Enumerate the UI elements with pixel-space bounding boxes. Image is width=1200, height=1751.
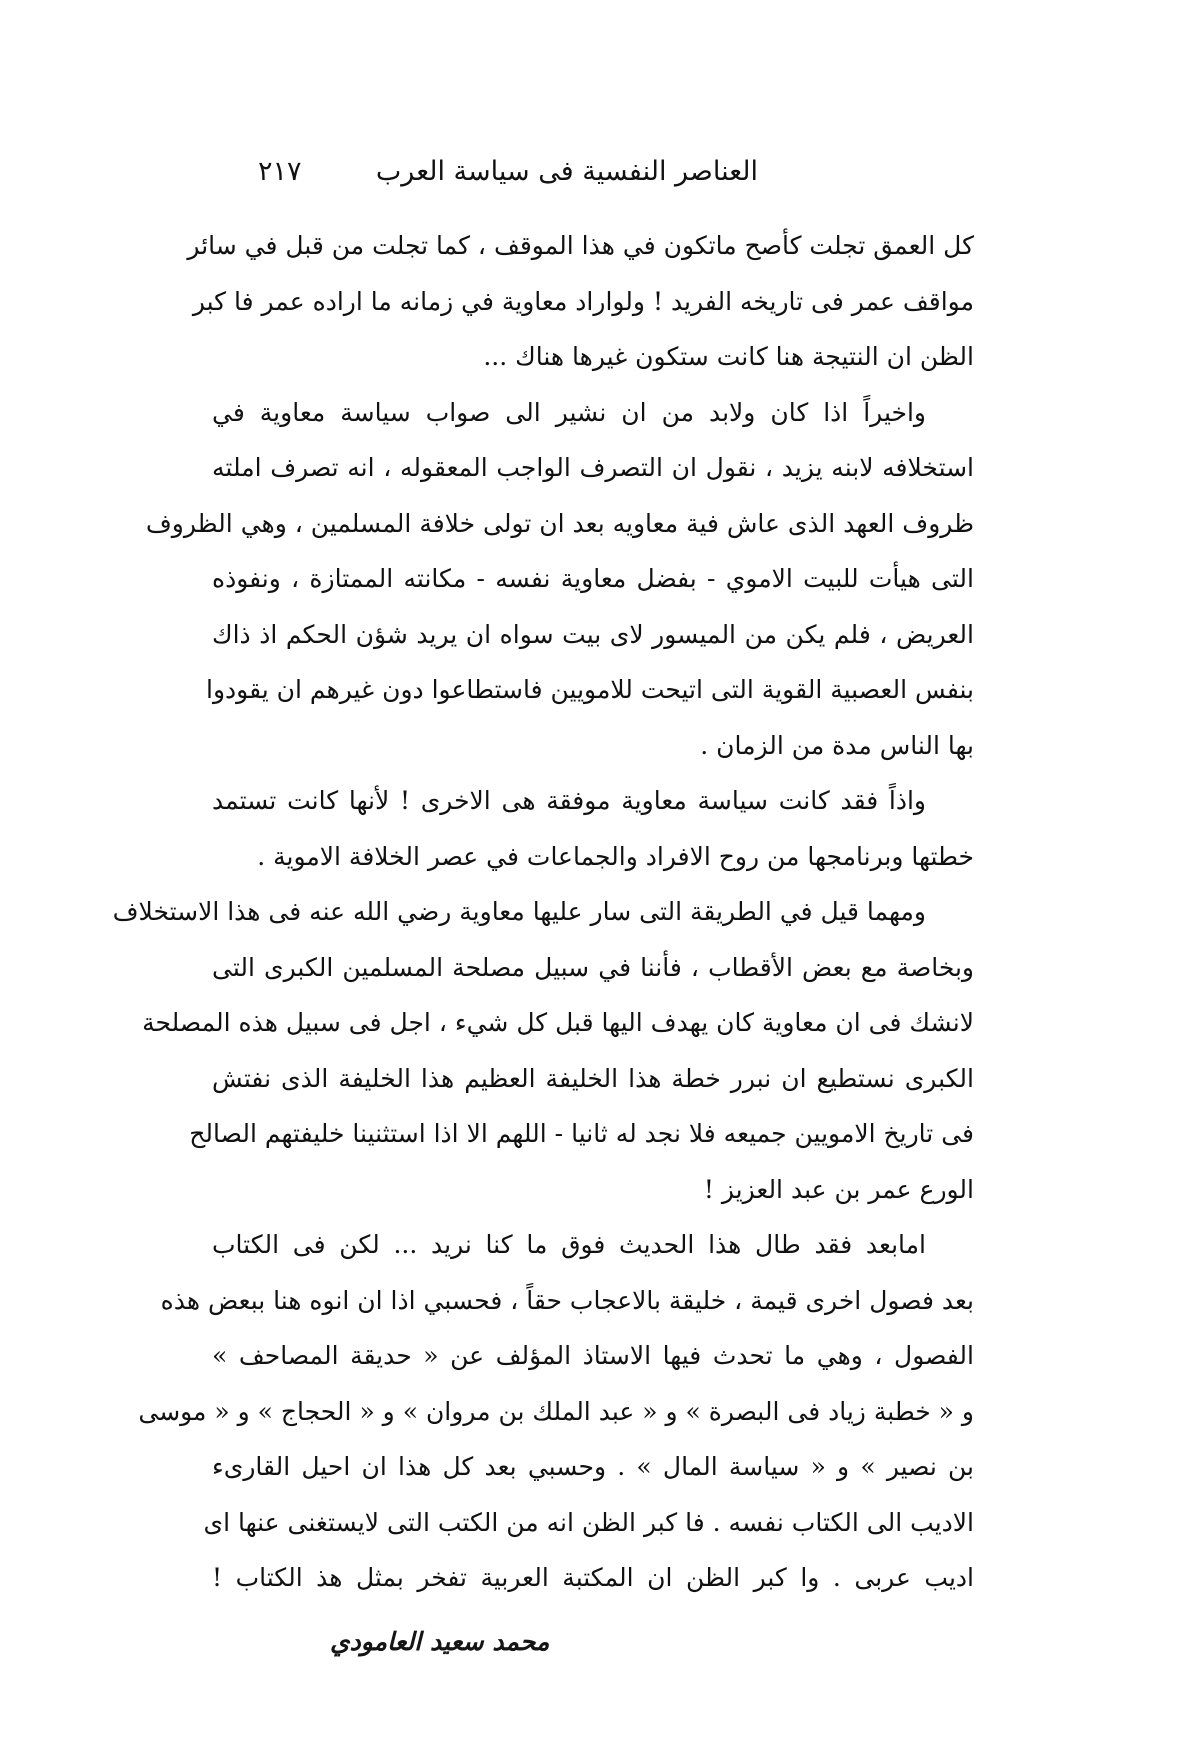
page-header: [258, 150, 758, 194]
text-line: اديب عربى . وا كبر الظن ان المكتبة العربية تفخر بمثل هذ الكتاب !: [212, 1563, 974, 1592]
text-line: الكبرى نستطيع ان نبرر خطة هذا الخليفة العظيم هذا الخليفة الذى نفتش: [212, 1063, 974, 1093]
text-line: التى هيأت للبيت الاموي - بفضل معاوية نفسه - مكانته الممتازة ، ونفوذه: [212, 564, 974, 593]
text-line: بنفس العصبية القوية التى اتيحت للامويين فاستطاعوا دون غيرهم ان يقودوا: [206, 675, 974, 704]
page-number: ٢١٧: [258, 156, 302, 187]
text-line: مواقف عمر فى تاريخه الفريد ! ولواراد معاوية في زمانه ما اراده عمر فا كبر: [192, 286, 974, 316]
text-line: الفصول ، وهي ما تحدث فيها الاستاذ المؤلف عن « حديقة المصاحف »: [212, 1341, 974, 1370]
text-line: ظروف العهد الذى عاش فية معاويه بعد ان تولى خلافة المسلمين ، وهي الظروف: [145, 508, 974, 538]
author-signature: محمد سعيد العامودي: [330, 1627, 550, 1656]
text-line: و « خطبة زياد فى البصرة » و « عبد الملك بن مروان » و « الحجاج » و « موسى: [138, 1396, 974, 1426]
text-line: الاديب الى الكتاب نفسه . فا كبر الظن انه من الكتب التى لايستغنى عنها اى: [203, 1507, 974, 1537]
text-line: خطتها وبرنامجها من روح الافراد والجماعات في عصر الخلافة الاموية .: [257, 841, 974, 871]
text-line: استخلافه لابنه يزيد ، نقول ان التصرف الواجب المعقوله ، انه تصرف املته: [212, 453, 974, 482]
text-line: فى تاريخ الامويين جميعه فلا نجد له ثانيا - اللهم الا اذا استثنينا خليفتهم الصالح: [189, 1119, 974, 1148]
text-line: بعد فصول اخرى قيمة ، خليقة بالاعجاب حقاً ، فحسبي اذا ان انوه هنا ببعض هذه: [160, 1285, 974, 1315]
text-line: واخيراً اذا كان ولابد من ان نشير الى صواب سياسة معاوية في: [212, 397, 926, 427]
text-line: العريض ، فلم يكن من الميسور لاى بيت سواه ان يريد شؤن الحكم اذ ذاك: [212, 619, 974, 649]
text-line: لانشك فى ان معاوية كان يهدف اليها قبل كل شيء ، اجل فى سبيل هذه المصلحة: [142, 1008, 974, 1037]
text-line: الورع عمر بن عبد العزيز !: [703, 1174, 974, 1204]
text-line: بن نصير » و « سياسة المال » . وحسبي بعد كل هذا ان احيل القارىء: [212, 1452, 974, 1481]
text-line: واذاً فقد كانت سياسة معاوية موفقة هى الاخرى ! لأنها كانت تستمد: [212, 786, 926, 815]
text-line: امابعد فقد طال هذا الحديث فوق ما كنا نريد ... لكن فى الكتاب: [212, 1230, 926, 1259]
text-line: كل العمق تجلت كأصح ماتكون في هذا الموقف ، كما تجلت من قبل في سائر: [187, 231, 974, 260]
text-line: وبخاصة مع بعض الأقطاب ، فأننا في سبيل مصلحة المسلمين الكبرى التى: [212, 952, 974, 982]
text-line: ومهما قيل في الطريقة التى سار عليها معاوية رضي الله عنه فى هذا الاستخلاف: [112, 897, 926, 926]
running-head: العناصر النفسية فى سياسة العرب: [375, 156, 758, 187]
body-text: [112, 218, 974, 1606]
text-line: بها الناس مدة من الزمان .: [700, 730, 974, 760]
text-line: الظن ان النتيجة هنا كانت ستكون غيرها هناك ...: [483, 342, 974, 371]
